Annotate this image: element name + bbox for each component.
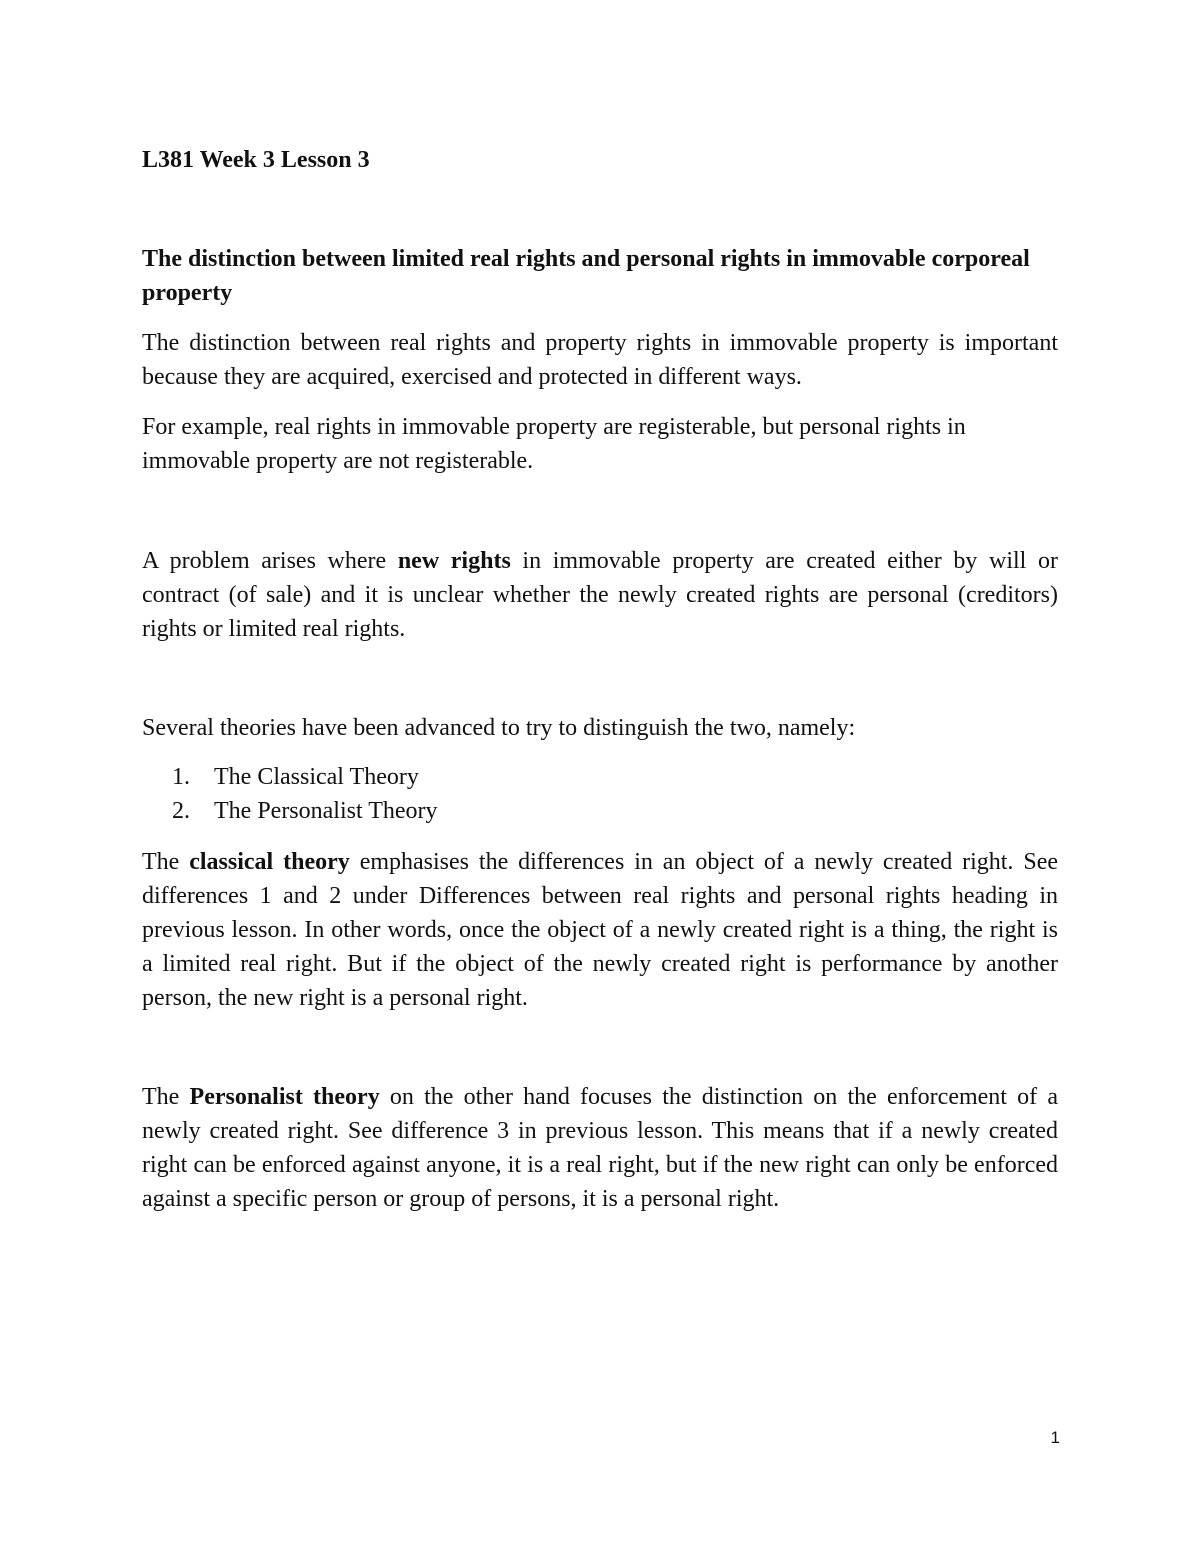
- paragraph-theories-intro: Several theories have been advanced to try to distinguish the two, namely:: [142, 715, 856, 741]
- paragraph-problem-text-after: in immovable property are created either by will or contract (of sale) and it is unclear whether the newly created rights are personal (creditors) rights or limited real rights.: [142, 548, 1058, 642]
- section-heading: The distinction between limited real rights and personal rights in immovable corporeal property: [142, 246, 1030, 306]
- paragraph-classical-text-before: The: [142, 849, 190, 875]
- paragraph-problem-text-before: A problem arises where: [142, 548, 398, 574]
- paragraph-classical-theory: [142, 845, 1058, 1015]
- paragraph-distinction: The distinction between real rights and property rights in immovable property is important because they are acquired, exercised and protected in different ways.: [142, 330, 1058, 390]
- paragraph-personalist-theory: [142, 1080, 1058, 1216]
- list-item: [172, 760, 872, 794]
- paragraph-example: For example, real rights in immovable property are registerable, but personal rights in immovable property are not registerable.: [142, 414, 966, 474]
- personalist-theory-bold: Personalist theory: [189, 1084, 380, 1110]
- paragraph-personalist-text-after: on the other hand focuses the distinction on the enforcement of a newly created right. See difference 3 in previous lesson. This means that if a newly created right can be enforced against anyone, it is a real right, but if the new right can only be enforced against a specific person or group of persons, it is a personal right.: [142, 1084, 1059, 1212]
- theories-list: [172, 760, 872, 828]
- list-item-number: 1.: [172, 764, 190, 790]
- document-title: L381 Week 3 Lesson 3: [142, 147, 370, 173]
- list-item-text: The Personalist Theory: [214, 798, 438, 824]
- list-item: [172, 794, 872, 828]
- classical-theory-bold: classical theory: [189, 849, 350, 875]
- new-rights-bold: new rights: [397, 548, 511, 574]
- paragraph-personalist-text-before: The: [142, 1084, 190, 1110]
- list-item-number: 2.: [172, 798, 190, 824]
- paragraph-problem: [142, 544, 1058, 646]
- page-number: 1: [1050, 1428, 1060, 1447]
- list-item-text: The Classical Theory: [214, 764, 419, 790]
- paragraph-classical-text-after: emphasises the differences in an object of a newly created right. See differences 1 and 2 under Differences between real rights and personal rights heading in previous lesson. In other words, once the object of a newly created right is a thing, the right is a limited real right. But if the object of the newly created right is performance by another person, the new right is a personal right.: [142, 849, 1058, 1011]
